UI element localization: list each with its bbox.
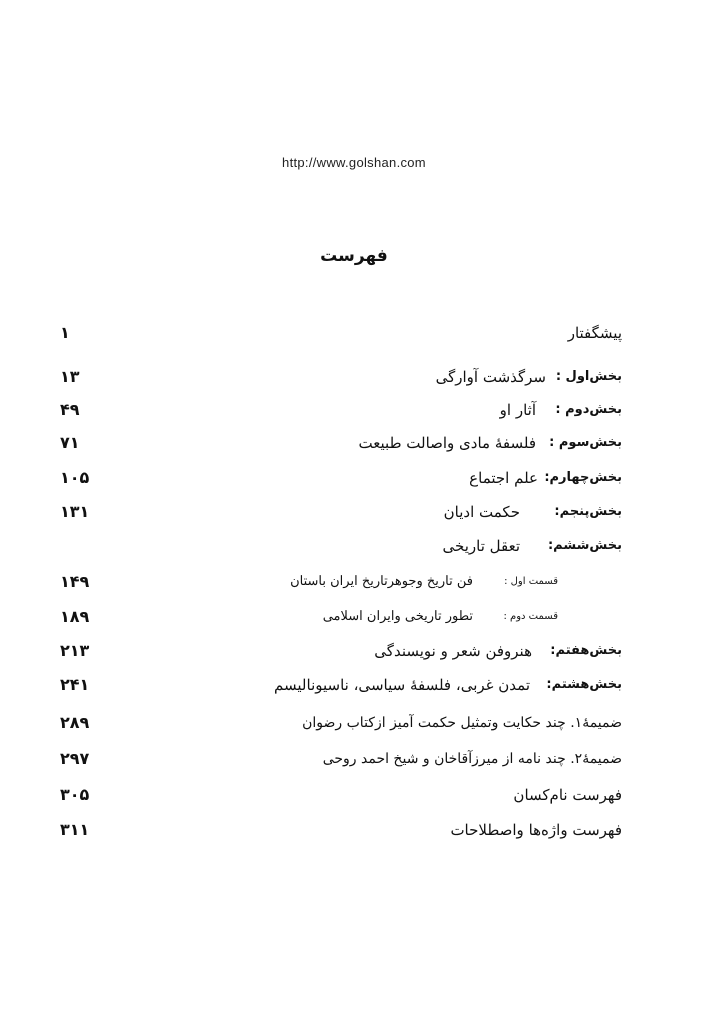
toc-subsection-label: قسمت اول : xyxy=(504,576,558,587)
toc-entry: فلسفهٔ مادی واصالت طبیعت xyxy=(358,434,536,452)
toc-entry: تمدن غربی، فلسفهٔ سیاسی، ناسیونالیسم xyxy=(274,676,530,694)
toc-row-part-4 xyxy=(0,465,708,491)
toc-part-label: بخش‌چهارم: xyxy=(544,470,622,485)
toc-entry: سرگذشت آوارگی xyxy=(435,368,546,386)
toc-page-number: ۲۹۷ xyxy=(60,749,90,768)
toc-page-number: ۳۰۵ xyxy=(60,785,90,804)
header-url: http://www.golshan.com xyxy=(282,155,426,170)
toc-entry: علم اجتماع xyxy=(469,469,538,487)
toc-page-number: ۱۰۵ xyxy=(60,468,90,487)
toc-row-appendix-1 xyxy=(0,710,708,736)
page-title: فهرست xyxy=(320,246,388,266)
toc-subsection-label: قسمت دوم : xyxy=(503,611,558,622)
toc-page-number: ۴۹ xyxy=(60,400,80,419)
toc-part-label: بخش‌ششم: xyxy=(547,538,622,553)
toc-part-label: بخش‌هفتم: xyxy=(550,643,622,658)
toc-part-label: بخش‌سوم : xyxy=(549,435,622,450)
toc-row-part-1 xyxy=(0,364,708,390)
toc-page-number: ۲۴۱ xyxy=(60,675,90,694)
toc-part-label: بخش‌هشتم: xyxy=(546,677,622,692)
toc-row-part-8 xyxy=(0,672,708,698)
toc-entry: فهرست واژه‌ها واصطلاحات xyxy=(450,821,622,839)
toc-page-number: ۳۱۱ xyxy=(60,820,90,839)
toc-entry: ضمیمهٔ۱. چند حکایت وتمثیل حکمت آمیز ازکتاب رضوان xyxy=(302,715,622,731)
toc-page-number: ۱۴۹ xyxy=(60,572,90,591)
toc-row-index-terms xyxy=(0,817,708,843)
toc-row-index-names xyxy=(0,782,708,808)
toc-page-number: ۲۱۳ xyxy=(60,641,90,660)
toc-entry: ضمیمهٔ۲. چند نامه از میرزآقاخان و شیخ احمد روحی xyxy=(322,751,622,767)
toc-row-part-5 xyxy=(0,499,708,525)
toc-page-number: ۱۳ xyxy=(60,367,80,386)
toc-row-subsection-2 xyxy=(0,604,708,630)
toc-part-label: بخش‌دوم : xyxy=(555,402,622,417)
toc-row-part-6 xyxy=(0,533,708,559)
toc-row-part-7 xyxy=(0,638,708,664)
toc-page-number: ۱۸۹ xyxy=(60,607,90,626)
toc-page-number: ۱ xyxy=(60,323,70,342)
toc-row-part-3 xyxy=(0,430,708,456)
toc-part-label: بخش‌اول : xyxy=(555,369,622,384)
toc-entry: تطور تاریخی وایران اسلامی xyxy=(322,609,473,624)
toc-entry: تعقل تاریخی xyxy=(442,537,520,555)
toc-row-appendix-2 xyxy=(0,746,708,772)
toc-entry: فهرست نام‌کسان xyxy=(513,786,622,804)
toc-row-part-2 xyxy=(0,397,708,423)
toc-entry: حکمت ادیان xyxy=(443,503,520,521)
toc-page-number: ۱۳۱ xyxy=(60,502,90,521)
toc-entry: پیشگفتار xyxy=(567,324,622,342)
toc-page-number: ۷۱ xyxy=(60,433,80,452)
toc-entry: فن تاریخ وجوهرتاریخ ایران باستان xyxy=(290,574,473,589)
toc-row-preface xyxy=(0,320,708,346)
toc-part-label: بخش‌پنجم: xyxy=(554,504,622,519)
toc-entry: هنروفن شعر و نویسندگی xyxy=(374,642,532,660)
toc-page-number: ۲۸۹ xyxy=(60,713,90,732)
toc-row-subsection-1 xyxy=(0,569,708,595)
toc-entry: آثار او xyxy=(499,401,536,419)
